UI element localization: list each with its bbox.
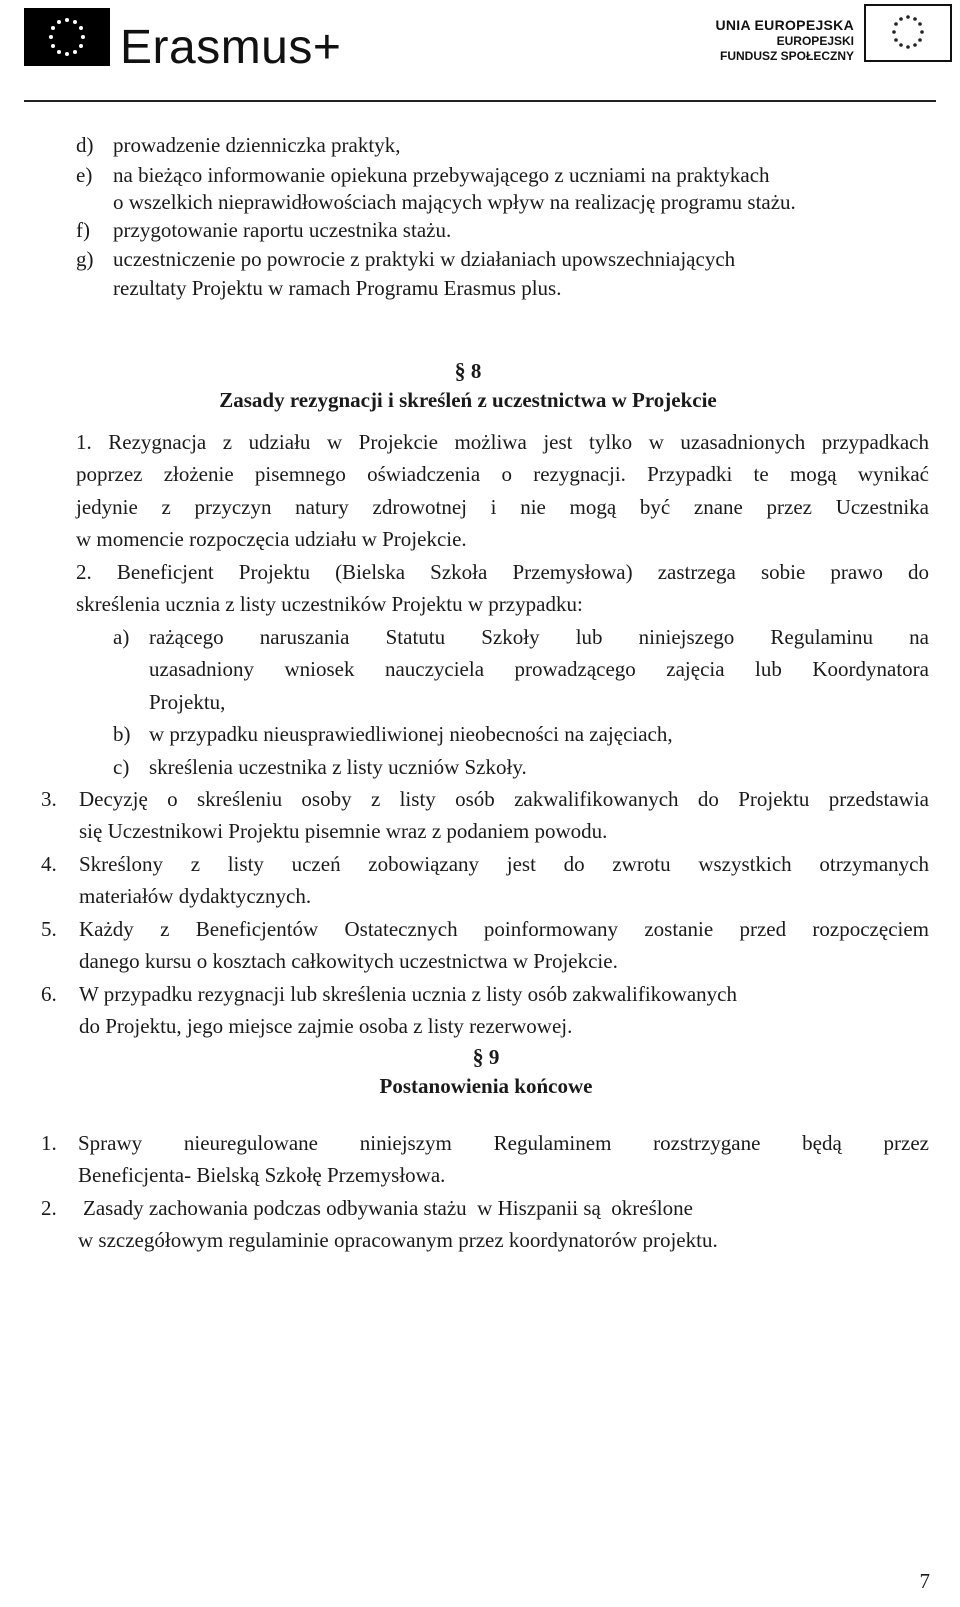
list-item-g-line2: rezultaty Projektu w ramach Programu Erasmus plus. [113,276,562,300]
list-marker-d: d) [76,133,94,157]
list-marker-e: e) [76,163,93,187]
s8-p3-line2: się Uczestnikowi Projektu pisemnie wraz z podaniem powodu. [79,819,608,843]
page-number: 7 [919,1569,930,1593]
list-item-f: przygotowanie raportu uczestnika stażu. [113,218,452,242]
s8-a-line2: uzasadniony wniosek nauczyciela prowadzącego zajęcia lub Koordynatora [149,657,929,681]
s8-p4-marker: 4. [41,852,57,876]
erasmus-logo-text: Erasmus+ [120,21,342,74]
s8-p1-line3: jedynie z przyczyn natury zdrowotnej i nie mogą być znane przez Uczestnika [76,495,929,519]
eu-social-fund-logo [715,4,952,64]
erasmus-plus-logo [24,8,342,74]
s9-p2-line1: Zasady zachowania podczas odbywania stażu w Hiszpanii są określone [83,1196,693,1220]
list-item-g-line1: uczestniczenie po powrocie z praktyki w działaniach upowszechniających [113,247,736,271]
section-symbol: § [454,358,466,383]
s8-p6-line2: do Projektu, jego miejsce zajmie osoba z listy rezerwowej. [79,1014,573,1038]
section-8-heading-number [0,357,936,385]
eu-stars-flag-icon [864,4,952,62]
section-number: 8 [470,359,482,383]
s8-c-marker: c) [113,755,130,779]
ue-line3: FUNDUSZ SPOŁECZNY [719,49,854,63]
section-symbol: § [472,1044,484,1069]
s8-p3-marker: 3. [41,787,57,811]
s8-b-line1: w przypadku nieusprawiedliwionej nieobecności na zajęciach, [149,722,673,746]
s9-p2-marker: 2. [41,1196,57,1220]
s8-c-line1: skreślenia uczestnika z listy uczniów Szkoły. [149,755,527,779]
s8-p2-line1: 2. Beneficjent Projektu (Bielska Szkoła Przemysłowa) zastrzega sobie prawo do [76,560,929,584]
s8-a-line3: Projektu, [149,690,226,714]
header-divider [24,100,936,102]
section-9-title: Postanowienia końcowe [379,1074,593,1098]
s9-p1-line2: Beneficjenta- Bielską Szkołę Przemysłowa. [78,1163,446,1187]
s8-a-line1: rażącego naruszania Statutu Szkoły lub niniejszego Regulaminu na [149,625,929,649]
s8-p1-line4: w momencie rozpoczęcia udziału w Projekcie. [76,527,467,551]
s8-b-marker: b) [113,722,131,746]
s9-p1-marker: 1. [41,1131,57,1155]
s8-p4-line2: materiałów dydaktycznych. [79,884,312,908]
s8-p5-line2: danego kursu o kosztach całkowitych uczestnictwa w Projekcie. [79,949,618,973]
s8-p5-line1: Każdy z Beneficjentów Ostatecznych poinformowany zostanie przed rozpoczęciem [79,917,929,941]
page-header [0,0,960,104]
s8-p4-line1: Skreślony z listy uczeń zobowiązany jest do zwrotu wszystkich otrzymanych [79,852,929,876]
s8-p5-marker: 5. [41,917,57,941]
ue-line2: EUROPEJSKI [776,34,854,48]
section-8-title: Zasady rezygnacji i skreśleń z uczestnictwa w Projekcie [219,388,717,412]
s9-p2-line2: w szczegółowym regulaminie opracowanym przez koordynatorów projektu. [78,1228,718,1252]
s8-p1-line2: poprzez złożenie pisemnego oświadczenia o rezygnacji. Przypadki te mogą wynikać [76,462,929,486]
s8-p2-line2: skreślenia ucznia z listy uczestników Projektu w przypadku: [76,592,583,616]
section-number: 9 [488,1045,500,1069]
s8-p3-line1: Decyzję o skreśleniu osoby z listy osób zakwalifikowanych do Projektu przedstawia [79,787,929,811]
list-item-e-line1: na bieżąco informowanie opiekuna przebywającego z uczniami na praktykach [113,163,770,187]
list-marker-f: f) [76,218,90,242]
s9-p1-line1: Sprawy nieuregulowane niniejszym Regulaminem rozstrzygane będą przez [78,1131,929,1155]
s8-p6-marker: 6. [41,982,57,1006]
eu-social-fund-text [715,16,854,64]
s8-p6-line1: W przypadku rezygnacji lub skreślenia ucznia z listy osób zakwalifikowanych [79,982,737,1006]
list-marker-g: g) [76,247,94,271]
list-item-e-line2: o wszelkich nieprawidłowościach mających wpływ na realizację programu stażu. [113,190,796,214]
eu-flag-icon [24,8,110,66]
section-9-heading-number [0,1043,960,1071]
s8-a-marker: a) [113,625,130,649]
ue-line1: UNIA EUROPEJSKA [715,17,854,33]
list-item-d: prowadzenie dzienniczka praktyk, [113,133,401,157]
s8-p1-line1: 1. Rezygnacja z udziału w Projekcie możliwa jest tylko w uzasadnionych przypadkach [76,430,929,454]
